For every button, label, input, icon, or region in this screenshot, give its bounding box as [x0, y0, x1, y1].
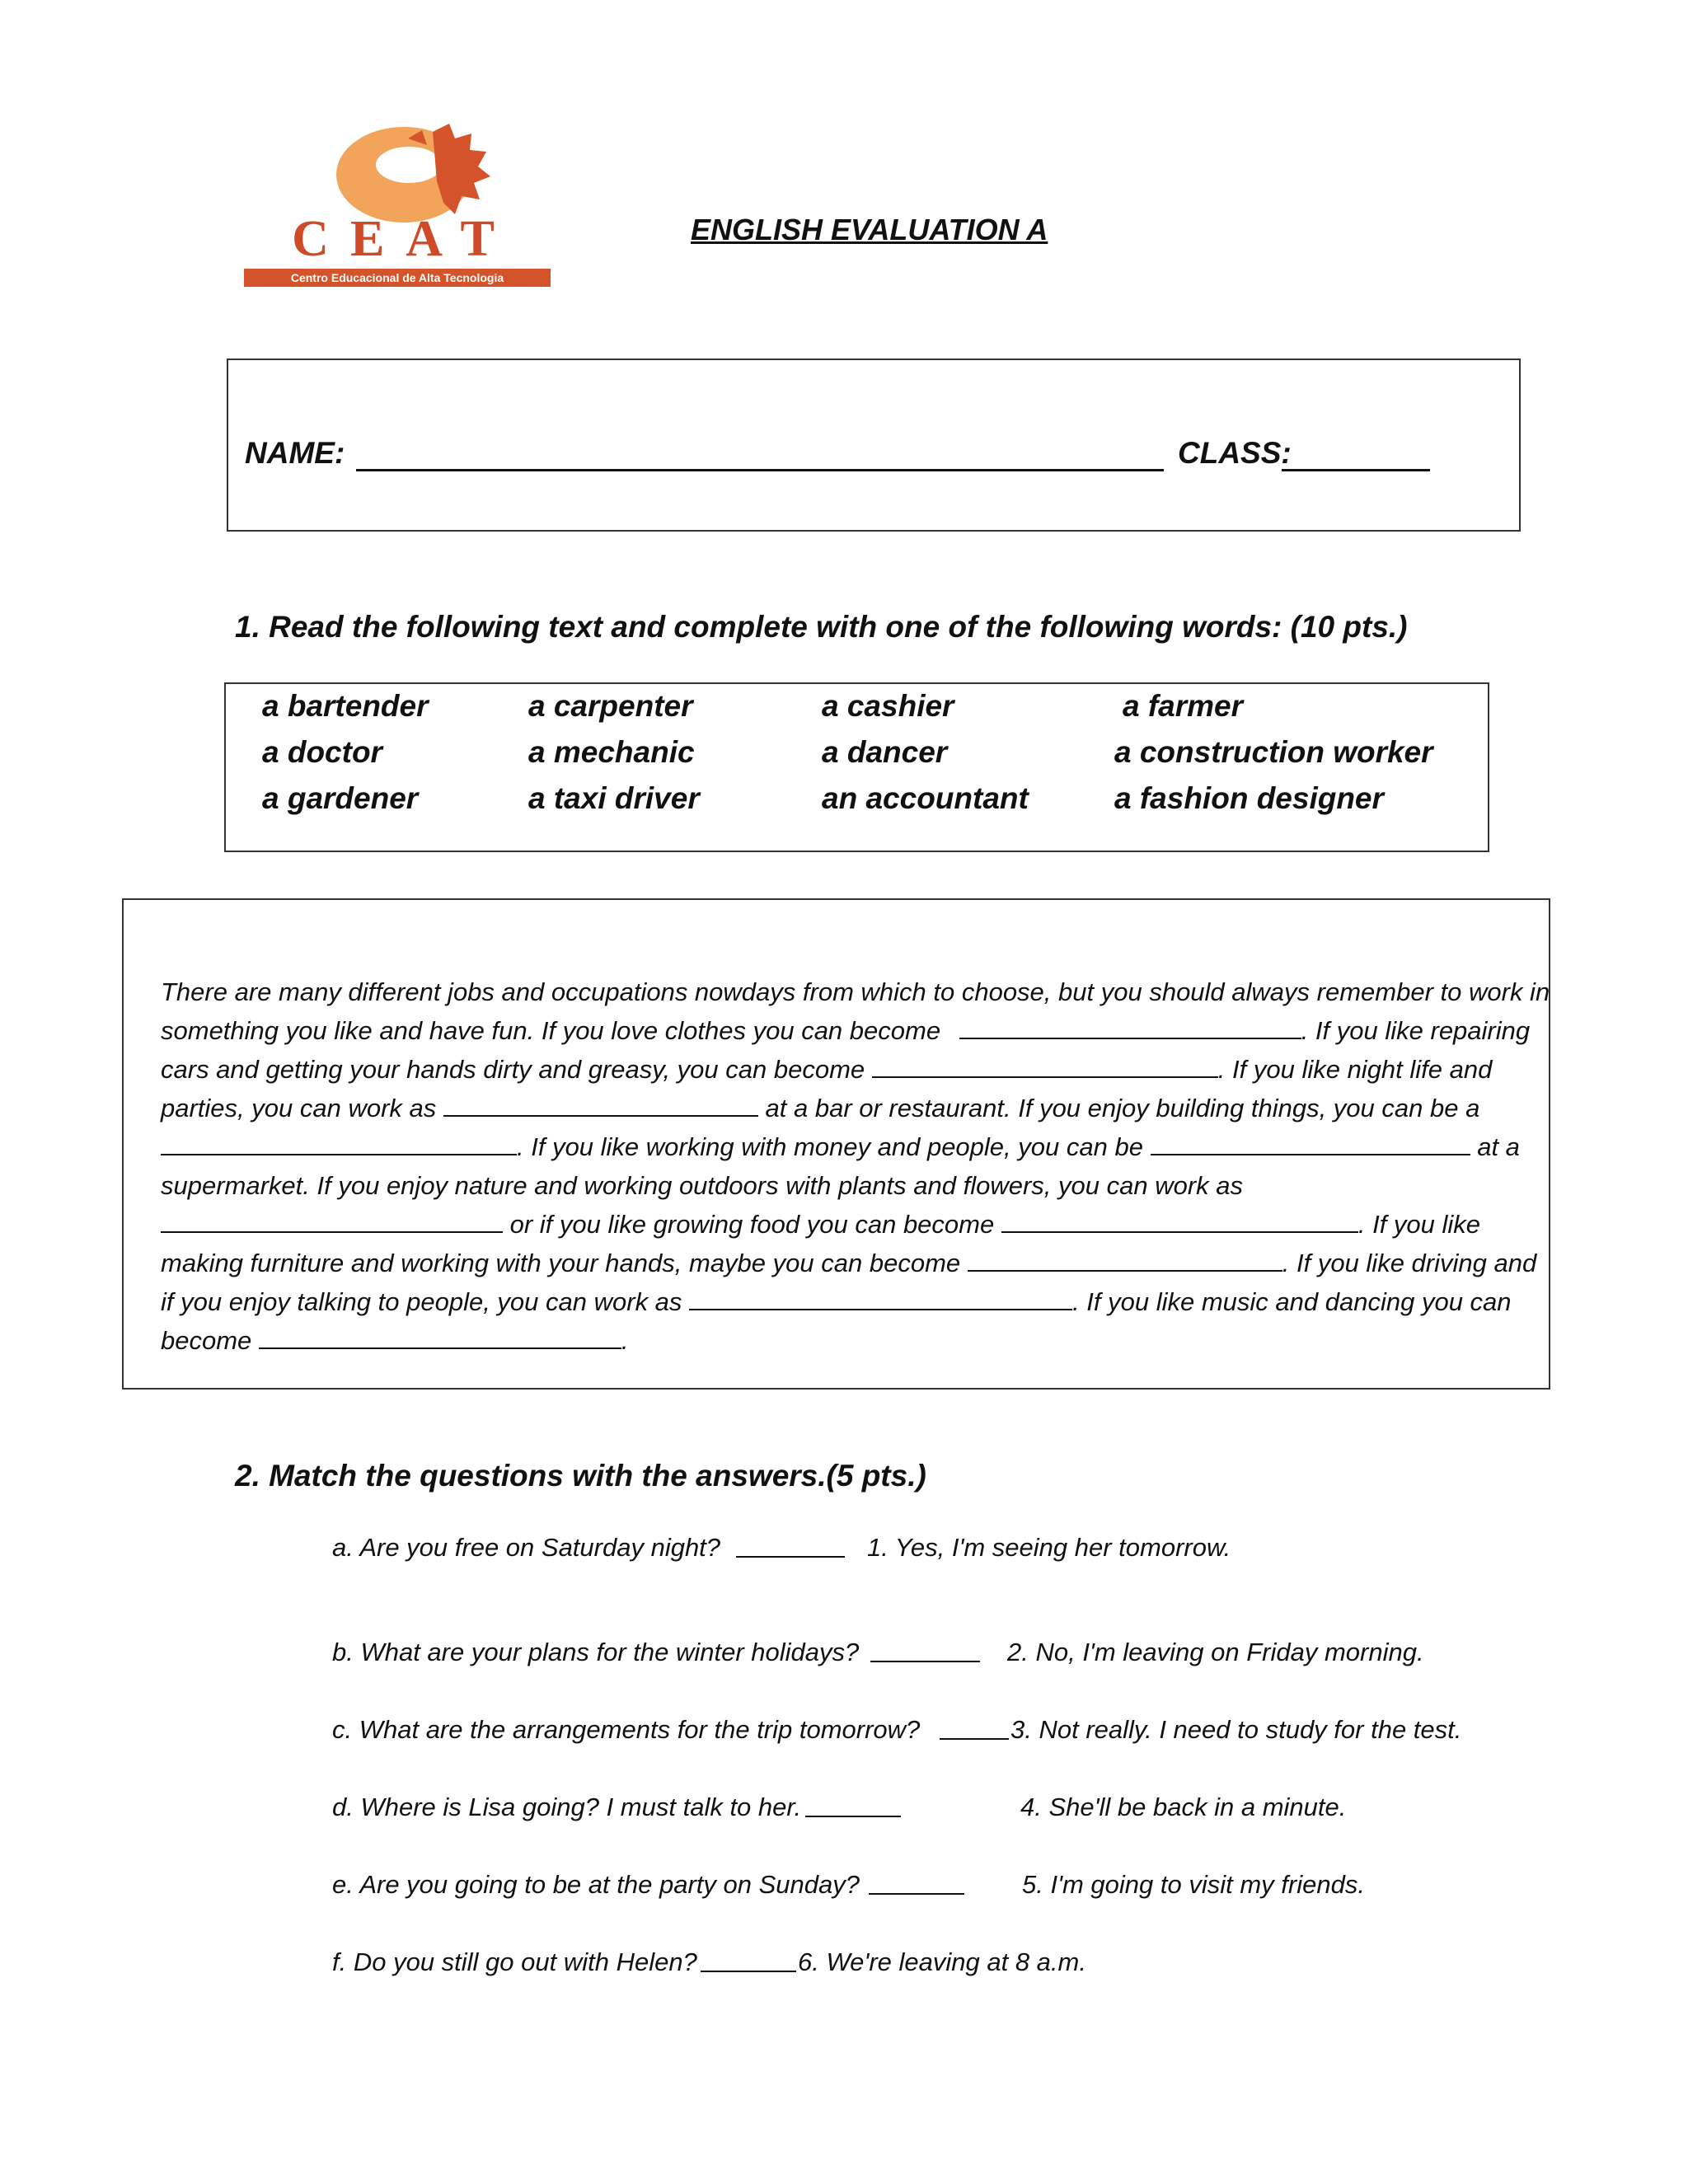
- logo-brand: CEAT: [292, 211, 516, 267]
- answer-option: 1. Yes, I'm seeing her tomorrow.: [867, 1533, 1231, 1562]
- match-blank[interactable]: [701, 1949, 796, 1972]
- match-blank[interactable]: [870, 1639, 980, 1662]
- answer-blank[interactable]: [1001, 1210, 1358, 1233]
- word: a farmer: [1123, 689, 1244, 723]
- word: a taxi driver: [528, 781, 700, 815]
- answer-option: 3. Not really. I need to study for the test.: [1010, 1715, 1462, 1744]
- answer-option: 4. She'll be back in a minute.: [1020, 1793, 1347, 1821]
- text-line: something you like and have fun. If you love clothes you can become . If you like repairing: [161, 1016, 1531, 1045]
- question: c. What are the arrangements for the trip tomorrow?: [332, 1715, 921, 1744]
- answer-option: 2. No, I'm leaving on Friday morning.: [1007, 1638, 1424, 1666]
- word: a bartender: [262, 689, 429, 723]
- word: a carpenter: [528, 689, 693, 723]
- answer-blank[interactable]: [872, 1055, 1218, 1078]
- text-line: cars and getting your hands dirty and greasy, you can become . If you like night life and: [161, 1055, 1493, 1084]
- text-line: if you enjoy talking to people, you can work as . If you like music and dancing you can: [161, 1287, 1512, 1316]
- answer-blank[interactable]: [1151, 1132, 1470, 1155]
- answer-blank[interactable]: [968, 1249, 1282, 1272]
- answer-blank[interactable]: [161, 1132, 517, 1155]
- logo-tagline: Centro Educacional de Alta Tecnologia: [290, 271, 504, 284]
- answer-option: 6. We're leaving at 8 a.m.: [798, 1947, 1086, 1976]
- word: a doctor: [262, 735, 382, 769]
- match-blank[interactable]: [736, 1535, 845, 1558]
- question: b. What are your plans for the winter holidays?: [332, 1638, 860, 1666]
- class-label: CLASS:: [1178, 436, 1292, 470]
- name-label: NAME:: [245, 436, 345, 470]
- question: a. Are you free on Saturday night?: [332, 1533, 721, 1562]
- word: a fashion designer: [1114, 781, 1384, 815]
- question: e. Are you going to be at the party on Sunday?: [332, 1870, 860, 1899]
- text-line: making furniture and working with your hands, maybe you can become . If you like driving and: [161, 1249, 1537, 1277]
- text-line: parties, you can work as at a bar or restaurant. If you enjoy building things, you can be a: [161, 1094, 1480, 1122]
- text-line: supermarket. If you enjoy nature and working outdoors with plants and flowers, you can work as: [161, 1171, 1244, 1200]
- question: d. Where is Lisa going? I must talk to her.: [332, 1793, 802, 1821]
- section1-heading: 1. Read the following text and complete with one of the following words: (10 pts.): [235, 610, 1408, 644]
- answer-blank[interactable]: [959, 1016, 1301, 1039]
- student-info-box: [227, 359, 1521, 532]
- ceat-logo: [239, 124, 569, 297]
- match-blank[interactable]: [869, 1872, 964, 1895]
- word: an accountant: [822, 781, 1029, 815]
- name-field[interactable]: [356, 469, 1164, 471]
- text-line: There are many different jobs and occupations nowdays from which to choose, but you should always remember to work in: [161, 977, 1550, 1006]
- match-blank[interactable]: [940, 1717, 1009, 1740]
- answer-blank[interactable]: [689, 1287, 1072, 1310]
- word: a construction worker: [1114, 735, 1433, 769]
- word: a cashier: [822, 689, 954, 723]
- section2-heading: 2. Match the questions with the answers.(5 pts.): [235, 1459, 926, 1493]
- match-blank[interactable]: [805, 1794, 901, 1817]
- word: a dancer: [822, 735, 948, 769]
- text-line: become .: [161, 1326, 629, 1355]
- word: a gardener: [262, 781, 419, 815]
- answer-blank[interactable]: [259, 1326, 621, 1349]
- answer-blank[interactable]: [161, 1210, 503, 1233]
- word: a mechanic: [528, 735, 695, 769]
- text-line: or if you like growing food you can become . If you like: [161, 1210, 1480, 1240]
- answer-blank[interactable]: [443, 1094, 758, 1117]
- question: f. Do you still go out with Helen?: [332, 1947, 697, 1976]
- class-field[interactable]: [1282, 469, 1430, 471]
- answer-option: 5. I'm going to visit my friends.: [1022, 1870, 1365, 1899]
- document-title: ENGLISH EVALUATION A: [691, 213, 1048, 246]
- word-bank: [224, 682, 1489, 852]
- text-line: . If you like working with money and people, you can be at a: [161, 1132, 1520, 1162]
